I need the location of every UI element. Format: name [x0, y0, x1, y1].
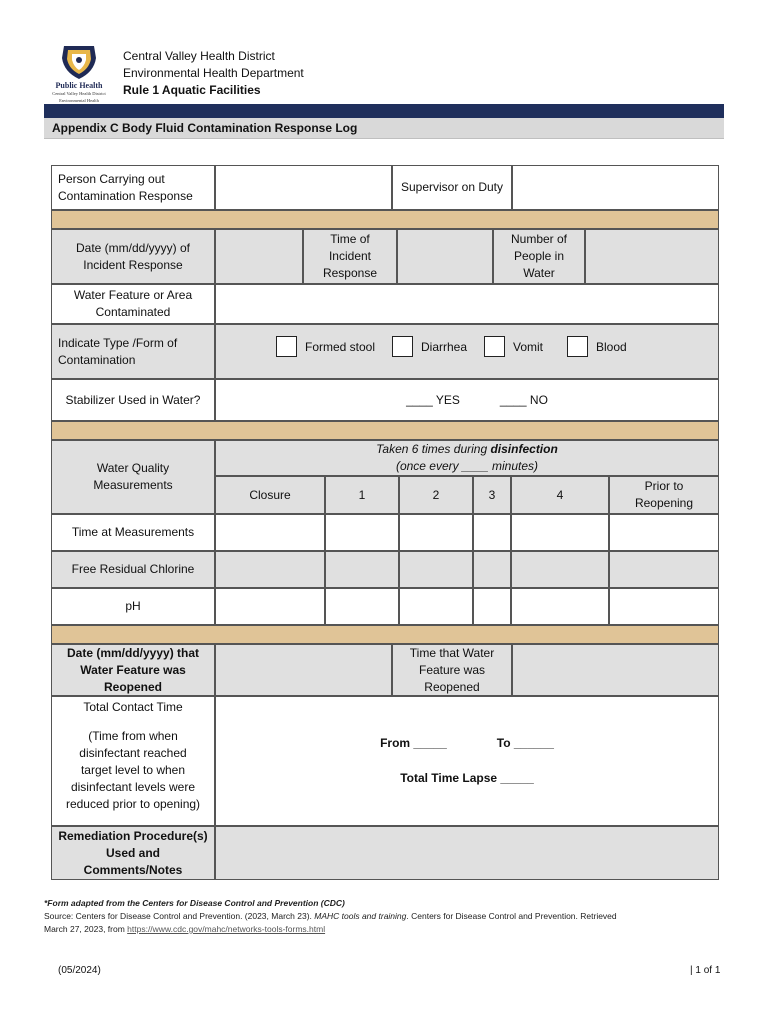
table-cell[interactable] [511, 514, 609, 551]
contact-time-input [215, 696, 719, 826]
remed-line-2: Used and [105, 845, 160, 860]
document-header [123, 48, 304, 99]
header-line-2: Environmental Health Department [123, 66, 304, 80]
remediation-label [51, 826, 215, 880]
row-ph: pH [51, 588, 215, 625]
option-label: Blood [596, 339, 627, 354]
total-time-lapse[interactable]: Total Time Lapse _____ [400, 771, 534, 785]
people-label-line-1: Number of [510, 232, 568, 246]
table-cell[interactable] [609, 588, 719, 625]
type-label [51, 324, 215, 379]
from-field[interactable]: From _____ [380, 736, 447, 750]
source-text-b: . Centers for Disease Control and Prevention. Retrieved [406, 911, 617, 921]
date-label-line-1: Date (mm/dd/yyyy) of [75, 240, 191, 255]
wq-label-line-2: Measurements [93, 478, 173, 492]
table-cell[interactable] [325, 514, 399, 551]
table-cell[interactable] [473, 514, 511, 551]
table-cell[interactable] [399, 551, 473, 588]
reopen-time-line-3: Reopened [424, 679, 480, 694]
person-label [51, 165, 215, 210]
table-cell[interactable] [511, 551, 609, 588]
checkbox-icon[interactable] [276, 336, 297, 357]
table-cell[interactable] [325, 551, 399, 588]
people-input[interactable] [585, 229, 719, 284]
supervisor-label: Supervisor on Duty [392, 165, 512, 210]
contact-line-1: Total Contact Time [83, 700, 183, 714]
footer-date: (05/2024) [58, 965, 101, 976]
source-italic: MAHC tools and training [314, 911, 407, 921]
stabilizer-no[interactable]: ____ NO [499, 392, 548, 407]
contact-line-2: (Time from when [88, 729, 178, 743]
stabilizer-yes[interactable]: ____ YES [406, 392, 460, 407]
contact-line-6: reduced prior to opening) [65, 797, 201, 811]
reopen-time-label [392, 644, 512, 696]
water-feature-line-2: Contaminated [95, 305, 171, 319]
health-district-logo [44, 44, 114, 106]
table-cell[interactable] [609, 551, 719, 588]
footnote-line-3 [44, 923, 734, 936]
date-input[interactable] [215, 229, 303, 284]
col-closure: Closure [215, 476, 325, 514]
taken-bold-text: disinfection [490, 442, 558, 456]
option-vomit[interactable] [484, 336, 543, 357]
remed-line-1: Remediation Procedure(s) [58, 828, 208, 843]
appendix-title: Appendix C Body Fluid Contamination Response Log [52, 121, 358, 135]
person-input[interactable] [215, 165, 392, 210]
cdc-link[interactable]: https://www.cdc.gov/mahc/networks-tools-forms.html [127, 924, 326, 934]
table-cell[interactable] [399, 588, 473, 625]
people-label-line-3: Water [523, 266, 555, 280]
reopen-line-1: Date (mm/dd/yyyy) that [66, 645, 200, 660]
time-label [303, 229, 397, 284]
reopen-time-line-1: Time that Water [409, 645, 495, 660]
supervisor-input[interactable] [512, 165, 719, 210]
taken-text: Taken 6 times during [376, 442, 491, 456]
taken-times-note [215, 440, 719, 476]
footnote-source [44, 910, 734, 923]
table-cell[interactable] [511, 588, 609, 625]
table-cell[interactable] [473, 551, 511, 588]
stabilizer-options [215, 379, 719, 421]
header-line-3: Rule 1 Aquatic Facilities [123, 83, 261, 97]
table-cell[interactable] [399, 514, 473, 551]
stabilizer-label: Stabilizer Used in Water? [51, 379, 215, 421]
col-1: 1 [325, 476, 399, 514]
navy-banner [44, 104, 724, 118]
date-label-line-2: Incident Response [83, 257, 183, 272]
col-prior-line-2: Reopening [634, 496, 694, 510]
logo-name: Public Health [55, 81, 103, 90]
reopen-time-input[interactable] [512, 644, 719, 696]
time-label-line-3: Response [322, 266, 378, 280]
water-feature-label [51, 284, 215, 324]
checkbox-icon[interactable] [392, 336, 413, 357]
option-diarrhea[interactable] [392, 336, 467, 357]
contact-line-3: disinfectant reached [79, 746, 187, 760]
option-blood[interactable] [567, 336, 627, 357]
option-label: Vomit [513, 339, 544, 354]
water-feature-input[interactable] [215, 284, 719, 324]
table-cell[interactable] [609, 514, 719, 551]
checkbox-icon[interactable] [484, 336, 505, 357]
col-prior-line-1: Prior to [644, 479, 684, 493]
type-label-line-1: Indicate Type /Form of [58, 335, 178, 350]
footnote [44, 897, 734, 936]
remediation-input[interactable] [215, 826, 719, 880]
option-label: Formed stool [305, 339, 376, 354]
col-prior-reopening [609, 476, 719, 514]
remed-line-3: Comments/Notes [83, 862, 183, 877]
contact-line-4: target level to when [80, 763, 186, 777]
section-separator [51, 421, 719, 440]
col-3: 3 [473, 476, 511, 514]
time-input[interactable] [397, 229, 493, 284]
water-feature-line-1: Water Feature or Area [73, 288, 193, 302]
table-cell[interactable] [325, 588, 399, 625]
retrieved-text: March 27, 2023, from [44, 924, 128, 934]
table-cell[interactable] [215, 514, 325, 551]
table-cell[interactable] [215, 588, 325, 625]
header-line-1: Central Valley Health District [123, 49, 275, 63]
water-quality-label [51, 440, 215, 514]
option-formed-stool[interactable] [276, 336, 375, 357]
section-separator [51, 210, 719, 229]
table-cell[interactable] [215, 551, 325, 588]
people-label-line-2: People in [513, 249, 565, 263]
checkbox-icon[interactable] [567, 336, 588, 357]
person-label-line-1: Person Carrying out [58, 171, 165, 186]
time-label-line-1: Time of [330, 232, 370, 246]
col-4: 4 [511, 476, 609, 514]
reopen-date-input[interactable] [215, 644, 392, 696]
source-text-a: Source: Centers for Disease Control and Prevention. (2023, March 23). [44, 911, 315, 921]
row-time-measurements: Time at Measurements [51, 514, 215, 551]
reopen-line-2: Water Feature was [80, 662, 186, 677]
reopen-line-3: Reopened [103, 679, 162, 694]
wq-label-line-1: Water Quality [96, 461, 170, 475]
type-label-line-2: Contamination [58, 352, 136, 367]
shield-logo-icon [44, 44, 114, 80]
contact-line-5: disinfectant levels were [70, 780, 196, 794]
to-field[interactable]: To ______ [496, 736, 554, 750]
table-cell[interactable] [473, 588, 511, 625]
logo-tagline: Environmental Health [59, 98, 99, 103]
col-2: 2 [399, 476, 473, 514]
contact-time-label [51, 696, 215, 826]
page-number: | 1 of 1 [690, 965, 721, 976]
person-label-line-2: Contamination Response [58, 188, 193, 203]
section-separator [51, 625, 719, 644]
logo-org: Central Valley Health District [52, 91, 106, 96]
reopen-time-line-2: Feature was [418, 662, 486, 677]
footnote-line-1: *Form adapted from the Centers for Disease Control and Prevention (CDC) [44, 898, 345, 908]
people-label [493, 229, 585, 284]
time-label-line-2: Incident [328, 249, 371, 263]
taken-interval: (once every ____ minutes) [395, 459, 539, 473]
option-label: Diarrhea [421, 339, 468, 354]
row-free-chlorine: Free Residual Chlorine [51, 551, 215, 588]
date-label [51, 229, 215, 284]
reopen-date-label [51, 644, 215, 696]
